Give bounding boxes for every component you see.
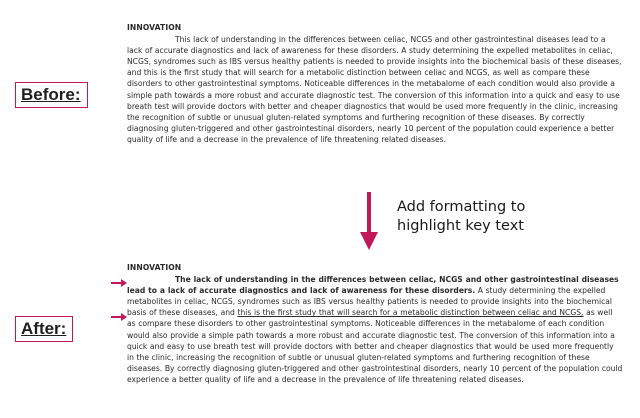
annotation-line-1: Add formatting to — [397, 199, 526, 215]
right-arrow-icon — [111, 279, 127, 287]
annotation-line-2: highlight key text — [397, 218, 524, 234]
after-label: After: — [15, 316, 73, 342]
after-text-segment: as well as compare these disorders to other gastrointestinal symptoms. Noticeable differences in the metabalome of each condition would also provide a simple path towards a more robust and accurate diagnostic test. The conversion of this information into a quick and easy to use breath test will provide doctors with better and cheaper diagnostics that would be used more frequently in the clinic, increasing the recognition of subtle or unusual gluten-related symptoms and furthering recognition of these diseases. By correctly diagnosing gluten-triggered and other gastrointestinal disorders, nearly 10 percent of the population could experience a better quality of life and a decrease in the prevalence of life threatening related diseases. — [127, 308, 623, 384]
before-paragraph: This lack of understanding in the differences between celiac, NCGS and other gastrointestinal diseases lead to a lack of accurate diagnostics and lack of awareness for these disorders. A study determining the expelled metabolites in celiac, NCGS, syndromes such as IBS versus healthy patients is needed to provide insights into the biochemical basis of these diseases, and this is the first study that will search for a metabolic distinction between celiac and NCGS, as well as compare these disorders to other gastrointestinal symptoms. Noticeable differences in the metabalome of each condition would also provide a simple path towards a more robust and accurate diagnostic test. The conversion of this information into a quick and easy to use breath test will provide doctors with better and cheaper diagnostics that would be used more frequently in the clinic, increasing the recognition of subtle or unusual gluten-related symptoms and furthering recognition of these diseases. By correctly diagnosing gluten-triggered and other gastrointestinal disorders, nearly 10 percent of the population could experience a better quality of life and a decrease in the prevalence of life threatening related diseases. — [127, 35, 622, 144]
right-arrow-icon — [111, 313, 127, 321]
highlighted-bold-sentence: The lack of understanding in the differences between celiac, NCGS and other gastrointestinal diseases lead to a lack of accurate diagnostics and lack of awareness for these disorders. — [127, 275, 619, 296]
before-label: Before: — [15, 82, 88, 108]
after-heading: INNOVATION — [127, 263, 182, 272]
annotation-text — [397, 198, 607, 236]
before-heading: INNOVATION — [127, 23, 182, 32]
after-text-segment: A study determining the expelled metabolites in celiac, NCGS, syndromes such as IBS versus healthy patients is needed to provide insights into the biochemical basis of these diseases, and — [127, 286, 613, 318]
before-text-block — [127, 22, 623, 145]
after-paragraph — [127, 274, 623, 385]
down-arrow-icon — [360, 192, 378, 250]
before-paragraph-wrapper — [127, 34, 623, 145]
highlighted-underlined-text: this is the first study that will search for a metabolic distinction between celiac and NCGS, — [237, 308, 584, 318]
after-text-block — [127, 262, 623, 385]
